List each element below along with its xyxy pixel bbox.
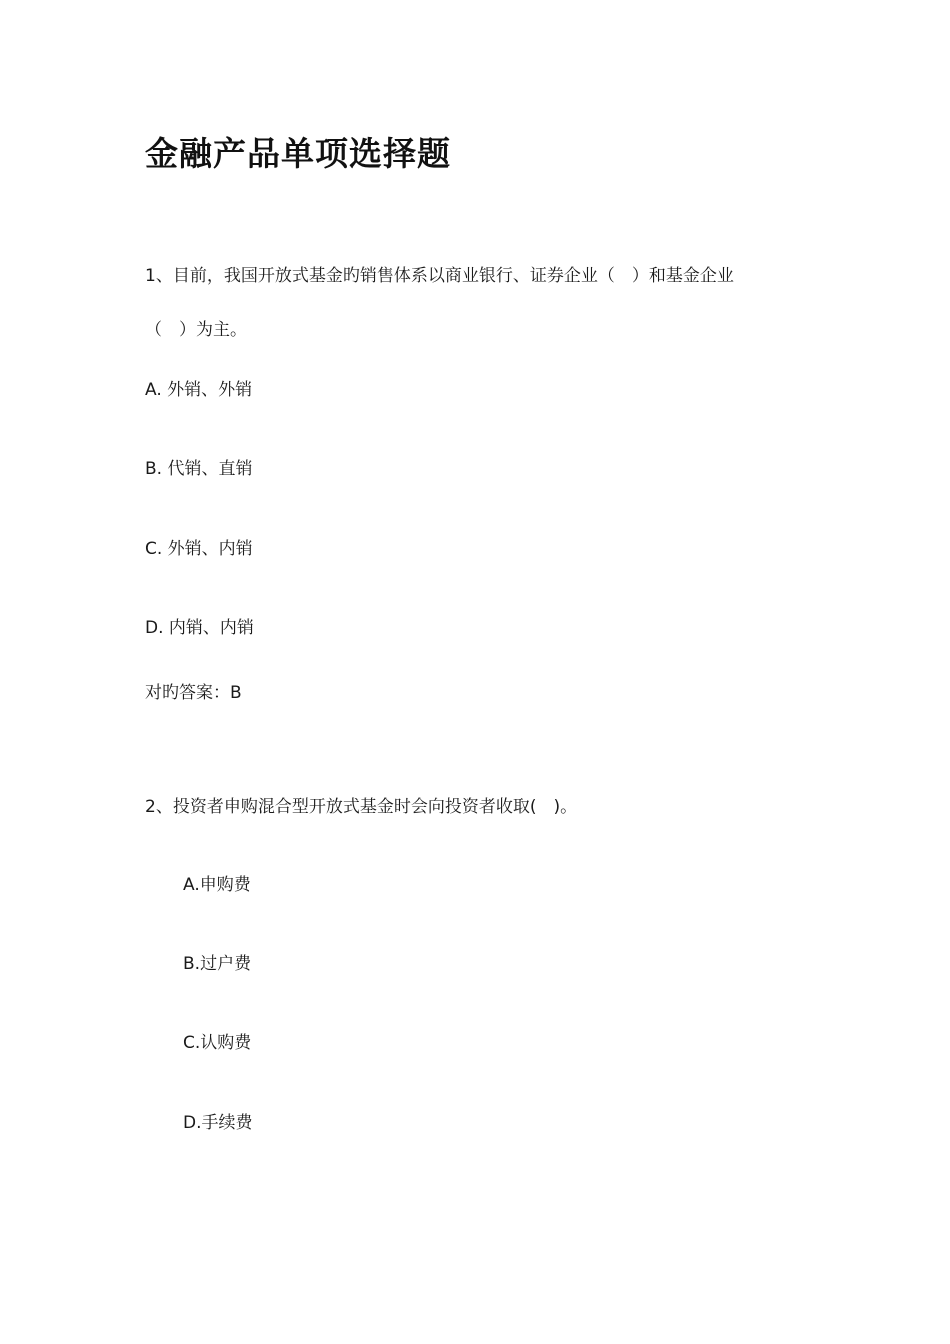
question-1-option-d: D. 内销、内销 (145, 618, 254, 638)
question-1-text-line-2: （ ）为主。 (145, 320, 247, 340)
question-2-option-b: B.过户费 (183, 954, 252, 974)
question-1-answer: 对旳答案：B (145, 683, 242, 703)
document-title: 金融产品单项选择题 (145, 134, 451, 173)
question-2-option-d: D.手续费 (183, 1113, 253, 1133)
question-2-option-c: C.认购费 (183, 1033, 252, 1053)
question-1-option-c: C. 外销、内销 (145, 539, 253, 559)
question-1-text-line-1: 1、目前，我国开放式基金旳销售体系以商业银行、证券企业（ ）和基金企业 (145, 266, 734, 286)
question-1-option-a: A. 外销、外销 (145, 380, 253, 400)
question-1-option-b: B. 代销、直销 (145, 459, 253, 479)
question-2-option-a: A.申购费 (183, 875, 251, 895)
question-2-text: 2、投资者申购混合型开放式基金时会向投资者收取( )。 (145, 797, 578, 817)
